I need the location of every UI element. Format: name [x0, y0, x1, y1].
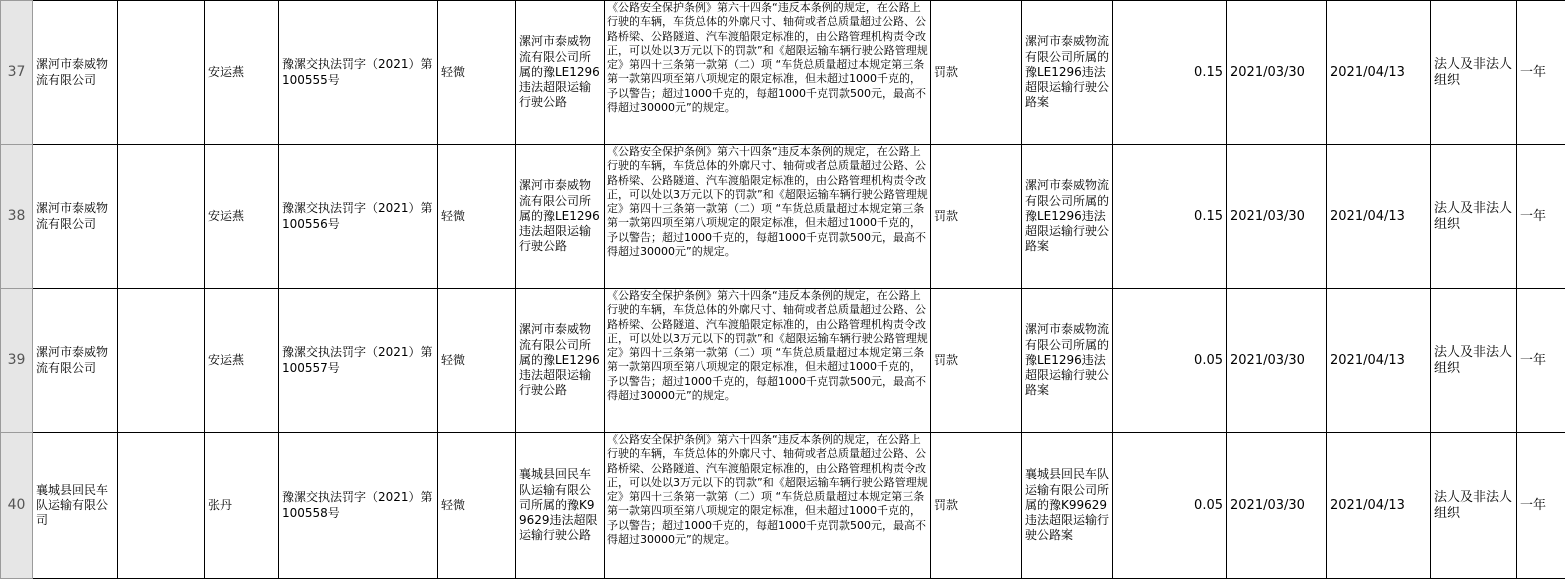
cell-subject-type[interactable]: 法人及非法人组织: [1431, 145, 1517, 289]
cell-amount[interactable]: 0.15: [1113, 1, 1227, 145]
cell-company[interactable]: 襄城县回民车队运输有限公司: [33, 433, 118, 579]
cell-subject-type[interactable]: 法人及非法人组织: [1431, 1, 1517, 145]
cell-decision-date[interactable]: 2021/03/30: [1227, 145, 1327, 289]
cell-subject-type[interactable]: 法人及非法人组织: [1431, 289, 1517, 433]
cell-publish-date[interactable]: 2021/04/13: [1327, 289, 1431, 433]
row-header[interactable]: 40: [1, 433, 33, 579]
cell-severity[interactable]: 轻微: [438, 1, 516, 145]
cell-decision-date[interactable]: 2021/03/30: [1227, 289, 1327, 433]
cell-period[interactable]: 一年: [1517, 433, 1565, 579]
cell-penalty-type[interactable]: 罚款: [931, 289, 1022, 433]
cell-doc-no[interactable]: 豫漯交执法罚字（2021）第100556号: [279, 145, 438, 289]
cell-severity[interactable]: 轻微: [438, 433, 516, 579]
cell-person[interactable]: 安运燕: [205, 1, 279, 145]
table-row[interactable]: [1, 433, 1565, 579]
cell-case-name[interactable]: 漯河市泰威物流有限公司所属的豫LE1296违法超限运输行驶公路案: [1022, 289, 1113, 433]
row-header[interactable]: 39: [1, 289, 33, 433]
cell-severity[interactable]: 轻微: [438, 289, 516, 433]
cell-person[interactable]: 安运燕: [205, 289, 279, 433]
cell-legal-rep[interactable]: [118, 289, 205, 433]
cell-legal-basis[interactable]: 《公路安全保护条例》第六十四条“违反本条例的规定，在公路上行驶的车辆，车货总体的外廓尺寸、轴荷或者总质量超过公路、公路桥梁、公路隧道、汽车渡船限定标准的，由公路管理机构责令改正，可以处以3万元以下的罚款”和《超限运输车辆行驶公路管理规定》第四十三条第一款第（二）项 “车货总质量超过本规定第三条第一款第四项至第八项规定的限定标准，但未超过1000千克的，予以警告；超过1000千克的，每超1000千克罚款500元，最高不得超过30000元”的规定。: [605, 145, 931, 289]
cell-amount[interactable]: 0.15: [1113, 145, 1227, 289]
cell-period[interactable]: 一年: [1517, 1, 1565, 145]
row-header[interactable]: 37: [1, 1, 33, 145]
cell-doc-no[interactable]: 豫漯交执法罚字（2021）第100555号: [279, 1, 438, 145]
cell-penalty-type[interactable]: 罚款: [931, 433, 1022, 579]
cell-legal-rep[interactable]: [118, 433, 205, 579]
cell-person[interactable]: 张丹: [205, 433, 279, 579]
cell-period[interactable]: 一年: [1517, 289, 1565, 433]
cell-period[interactable]: 一年: [1517, 145, 1565, 289]
cell-person[interactable]: 安运燕: [205, 145, 279, 289]
cell-legal-rep[interactable]: [118, 1, 205, 145]
table-row[interactable]: [1, 145, 1565, 289]
cell-publish-date[interactable]: 2021/04/13: [1327, 145, 1431, 289]
cell-case-name[interactable]: 漯河市泰威物流有限公司所属的豫LE1296违法超限运输行驶公路案: [1022, 145, 1113, 289]
cell-doc-no[interactable]: 豫漯交执法罚字（2021）第100557号: [279, 289, 438, 433]
cell-decision-date[interactable]: 2021/03/30: [1227, 433, 1327, 579]
cell-violation[interactable]: 漯河市泰威物流有限公司所属的豫LE1296违法超限运输行驶公路: [516, 145, 605, 289]
cell-decision-date[interactable]: 2021/03/30: [1227, 1, 1327, 145]
sheet-body: [1, 1, 1565, 579]
table-row[interactable]: [1, 1, 1565, 145]
cell-publish-date[interactable]: 2021/04/13: [1327, 1, 1431, 145]
cell-legal-basis[interactable]: 《公路安全保护条例》第六十四条“违反本条例的规定，在公路上行驶的车辆，车货总体的外廓尺寸、轴荷或者总质量超过公路、公路桥梁、公路隧道、汽车渡船限定标准的，由公路管理机构责令改正，可以处以3万元以下的罚款”和《超限运输车辆行驶公路管理规定》第四十三条第一款第（二）项 “车货总质量超过本规定第三条第一款第四项至第八项规定的限定标准，但未超过1000千克的，予以警告；超过1000千克的，每超1000千克罚款500元，最高不得超过30000元”的规定。: [605, 289, 931, 433]
cell-case-name[interactable]: 襄城县回民车队运输有限公司所属的豫K99629违法超限运输行驶公路案: [1022, 433, 1113, 579]
table-row[interactable]: [1, 289, 1565, 433]
cell-publish-date[interactable]: 2021/04/13: [1327, 433, 1431, 579]
row-header[interactable]: 38: [1, 145, 33, 289]
cell-company[interactable]: 漯河市泰威物流有限公司: [33, 1, 118, 145]
cell-violation[interactable]: 襄城县回民车队运输有限公司所属的豫K99629违法超限运输行驶公路: [516, 433, 605, 579]
cell-doc-no[interactable]: 豫漯交执法罚字（2021）第100558号: [279, 433, 438, 579]
cell-company[interactable]: 漯河市泰威物流有限公司: [33, 289, 118, 433]
cell-legal-basis[interactable]: 《公路安全保护条例》第六十四条“违反本条例的规定，在公路上行驶的车辆，车货总体的外廓尺寸、轴荷或者总质量超过公路、公路桥梁、公路隧道、汽车渡船限定标准的，由公路管理机构责令改正，可以处以3万元以下的罚款”和《超限运输车辆行驶公路管理规定》第四十三条第一款第（二）项 “车货总质量超过本规定第三条第一款第四项至第八项规定的限定标准，但未超过1000千克的，予以警告；超过1000千克的，每超1000千克罚款500元，最高不得超过30000元”的规定。: [605, 1, 931, 145]
cell-legal-rep[interactable]: [118, 145, 205, 289]
cell-amount[interactable]: 0.05: [1113, 433, 1227, 579]
cell-penalty-type[interactable]: 罚款: [931, 1, 1022, 145]
cell-amount[interactable]: 0.05: [1113, 289, 1227, 433]
cell-severity[interactable]: 轻微: [438, 145, 516, 289]
cell-violation[interactable]: 漯河市泰威物流有限公司所属的豫LE1296违法超限运输行驶公路: [516, 289, 605, 433]
cell-company[interactable]: 漯河市泰威物流有限公司: [33, 145, 118, 289]
cell-subject-type[interactable]: 法人及非法人组织: [1431, 433, 1517, 579]
cell-legal-basis[interactable]: 《公路安全保护条例》第六十四条“违反本条例的规定，在公路上行驶的车辆，车货总体的外廓尺寸、轴荷或者总质量超过公路、公路桥梁、公路隧道、汽车渡船限定标准的，由公路管理机构责令改正，可以处以3万元以下的罚款”和《超限运输车辆行驶公路管理规定》第四十三条第一款第（二）项 “车货总质量超过本规定第三条第一款第四项至第八项规定的限定标准，但未超过1000千克的，予以警告；超过1000千克的，每超1000千克罚款500元，最高不得超过30000元”的规定。: [605, 433, 931, 579]
cell-penalty-type[interactable]: 罚款: [931, 145, 1022, 289]
cell-case-name[interactable]: 漯河市泰威物流有限公司所属的豫LE1296违法超限运输行驶公路案: [1022, 1, 1113, 145]
cell-violation[interactable]: 漯河市泰威物流有限公司所属的豫LE1296违法超限运输行驶公路: [516, 1, 605, 145]
